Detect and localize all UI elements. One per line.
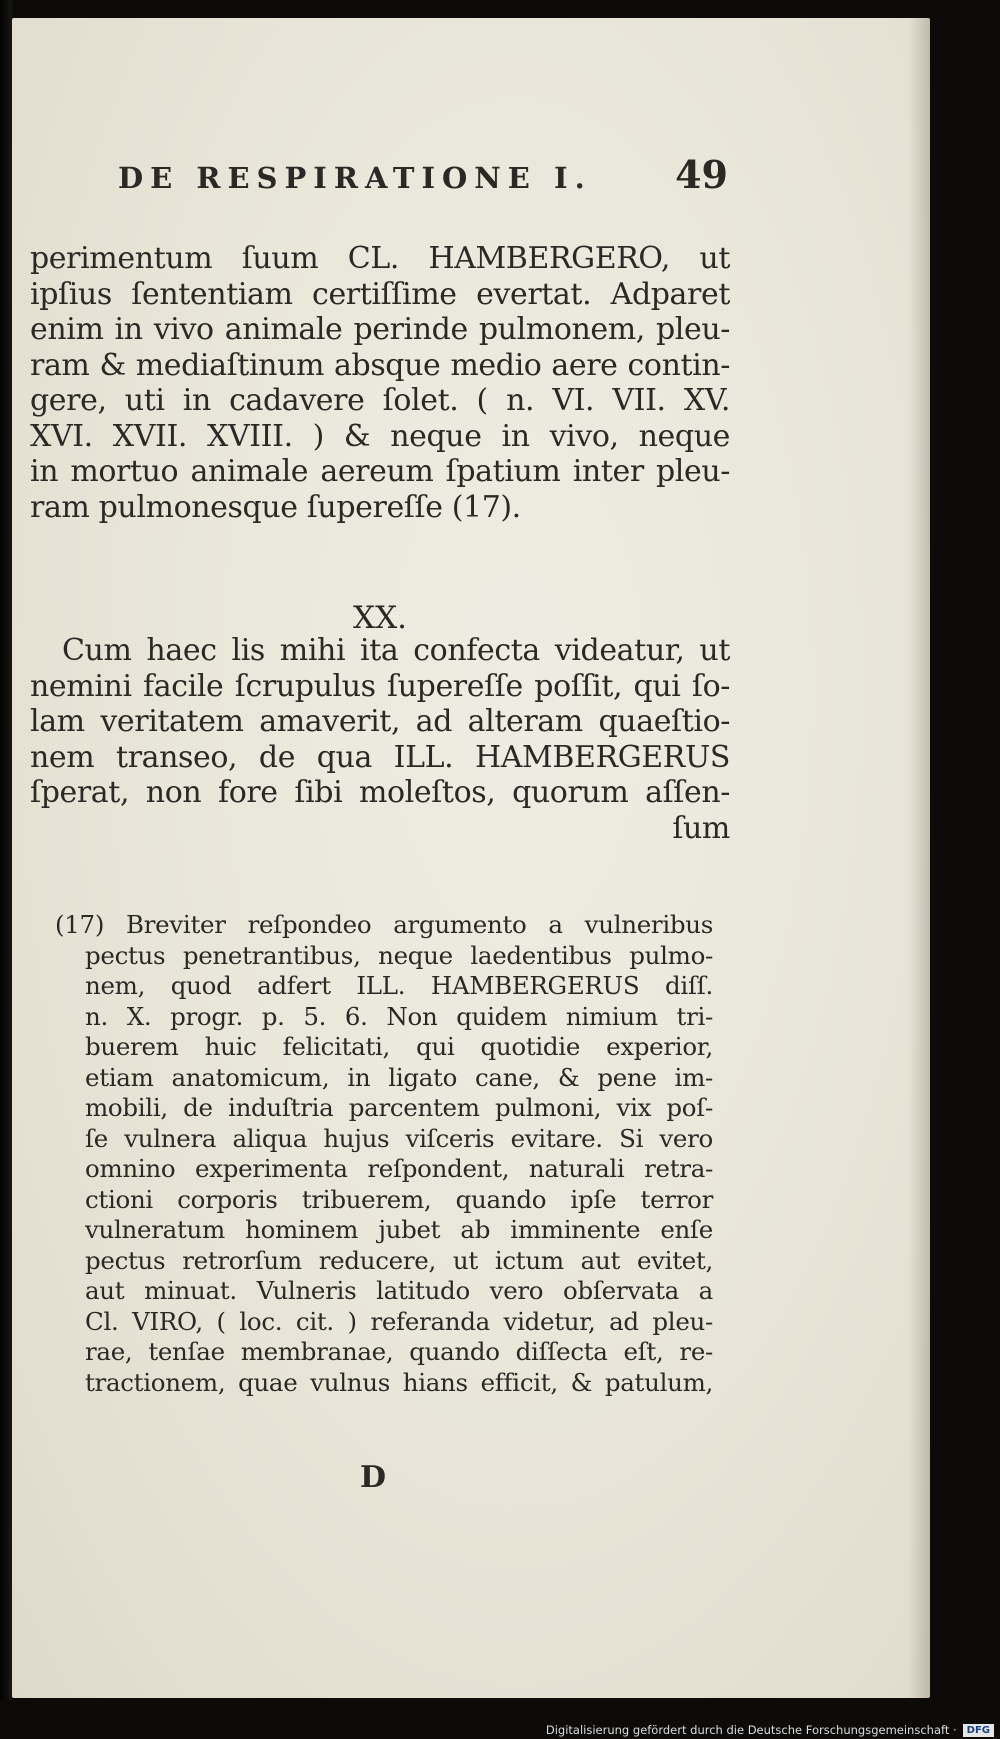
page-header [118, 152, 728, 197]
signature-mark: D [360, 1460, 387, 1495]
footnote-line: omnino experimenta reſpondent, naturali retra- [85, 1154, 713, 1183]
text-line: perimentum ſuum CL. HAMBERGERO, ut [30, 241, 730, 276]
text-line: in mortuo animale aereum ſpatium inter pleu- [30, 454, 730, 489]
text-line: gere, uti in cadavere ſolet. ( n. VI. VII. XV. [30, 383, 730, 418]
catchword: ſum [672, 810, 730, 846]
text-line: Cum haec lis mihi ita confecta videatur, ut [62, 633, 730, 668]
footnote-line: Cl. VIRO, ( loc. cit. ) referanda videtur, ad pleu- [85, 1306, 713, 1336]
footnote-line: ſe vulnera aliqua hujus viſceris evitare. Si vero [85, 1123, 713, 1153]
dfg-logo: DFG [963, 1724, 994, 1737]
footnote-line: vulneratum hominem jubet ab imminente enſe [85, 1215, 713, 1244]
main-paragraph [30, 241, 730, 525]
footnote-line: ctioni corporis tribuerem, quando ipſe terror [85, 1184, 713, 1214]
footnote-line: mobili, de induſtria parcentem pulmoni, vix poſ- [85, 1093, 713, 1122]
footnote-line: aut minuat. Vulneris latitudo vero obſervata a [85, 1276, 713, 1305]
footnote-line: n. X. progr. p. 5. 6. Non quidem nimium tri- [85, 1001, 713, 1031]
footnote-line: buerem huic felicitati, qui quotidie experior, [85, 1032, 713, 1061]
section-paragraph [30, 633, 730, 846]
text-line: lam veritatem amaverit, ad alteram quaeſtio- [30, 704, 730, 739]
footnote-line: pectus penetrantibus, neque laedentibus pulmo- [85, 940, 713, 970]
text-line: ſperat, non fore ſibi moleſtos, quorum aſſen- [30, 775, 730, 810]
text-line: ram & mediaſtinum absque medio aere contin- [30, 347, 730, 383]
funding-credit: Digitalisierung gefördert durch die Deutsche Forschungsgemeinschaft · [545, 1723, 957, 1737]
text-line: ram pulmonesque ſupereſſe (17). [30, 489, 521, 525]
text-line: enim in vivo animale perinde pulmonem, pleu- [30, 312, 730, 347]
text-line: XVI. XVII. XVIII. ) & neque in vivo, neque [30, 418, 730, 454]
footnote-line: rae, tenſae membranae, quando diſſecta eſt, re- [85, 1337, 713, 1366]
section-heading: XX. [353, 600, 407, 636]
page-gutter-shadow [908, 18, 930, 1698]
footnote-line: tractionem, quae vulnus hians efficit, & patulum, [85, 1367, 713, 1397]
text-line: ipſius ſententiam certiſſime evertat. Adparet [30, 276, 730, 312]
footnote-line: nem, quod adfert ILL. HAMBERGERUS diſſ. [85, 971, 713, 1000]
digitization-footer [546, 1723, 994, 1737]
footnote-line: pectus retrorſum reducere, ut ictum aut evitet, [85, 1245, 713, 1275]
footnote [55, 910, 713, 1398]
page-number: 49 [675, 152, 728, 197]
scan-edge [0, 0, 12, 1700]
footnote-line: (17) Breviter reſpondeo argumento a vulneribus [55, 910, 713, 939]
text-line: nemini facile ſcrupulus ſupereſſe poſſit, qui ſo- [30, 668, 730, 704]
footnote-line: etiam anatomicum, in ligato cane, & pene im- [85, 1062, 713, 1092]
running-head: DE RESPIRATIONE I. [118, 161, 592, 195]
text-line: nem transeo, de qua ILL. HAMBERGERUS [30, 739, 730, 775]
